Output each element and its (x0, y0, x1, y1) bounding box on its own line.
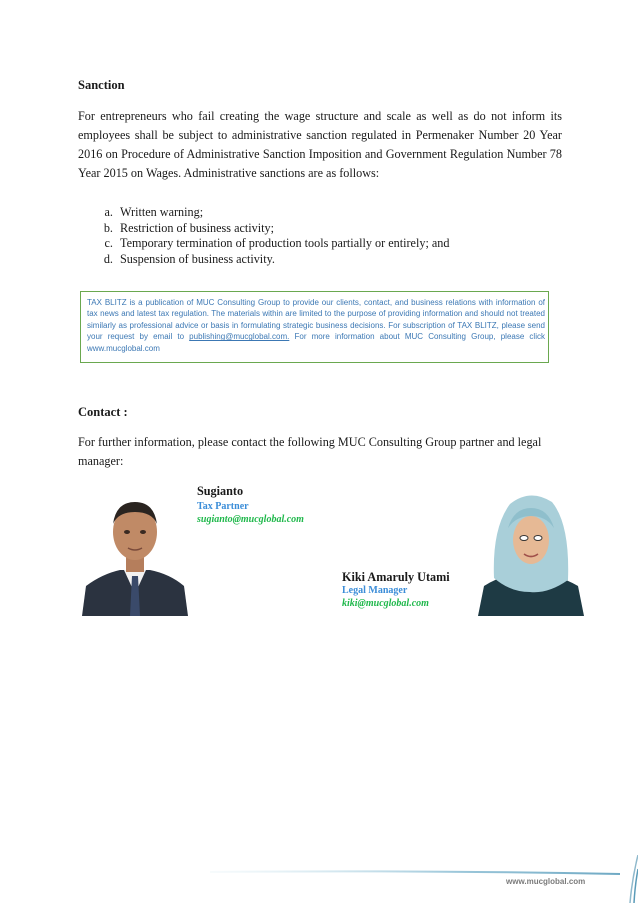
contact-heading: Contact : (78, 405, 128, 419)
sanction-item: b. Restriction of business activity; (116, 221, 586, 237)
contact-role-kiki: Legal Manager (342, 585, 408, 596)
contact-name-sugianto: Sugianto (197, 484, 244, 498)
sanction-item: a. Written warning; (116, 205, 586, 221)
sanction-list (78, 205, 586, 267)
contact-email-sugianto[interactable]: sugianto@mucglobal.com (197, 514, 304, 525)
publishing-email-link[interactable]: publishing@mucglobal.com. (189, 332, 290, 342)
sanction-paragraph: For entrepreneurs who fail creating the wage structure and scale as well as do not inform its employees shall be subject to administrative sanction regulated in Permenaker Number 20 Year 2016 on Procedure of Administrative Sanction Imposition and Government Regulation Number 78 Year 2015 on Wages. Administrative sanctions are as follows: (78, 109, 562, 180)
publication-notice-box (80, 291, 549, 363)
notice-text: TAX BLITZ is a publication of MUC Consulting Group to provide our clients, contact, and business relations with information of tax news and latest tax regulation. The materials within are limited to the purpose of providing information and should not treated similarly as professional advice or basis in formulating strategic business decisions. For subscription of TAX BLITZ, please send your request by email to (87, 298, 545, 342)
footer-corner-stripes (628, 855, 638, 903)
sanction-item: c. Temporary termination of production tools partially or entirely; and (116, 236, 586, 252)
sanction-heading: Sanction (78, 78, 125, 92)
contact-role-sugianto: Tax Partner (197, 501, 249, 512)
sanction-item: d. Suspension of business activity. (116, 252, 586, 268)
contact-paragraph: For further information, please contact the following MUC Consulting Group partner and legal manager: (78, 435, 542, 468)
footer-website-url: www.mucglobal.com (506, 877, 586, 886)
sugianto-photo (82, 490, 188, 616)
contact-name-kiki: Kiki Amaruly Utami (342, 570, 450, 584)
notice-text-end: For more information about MUC Consulting Group, please click www.mucglobal.com (87, 332, 545, 353)
contact-email-kiki[interactable]: kiki@mucglobal.com (342, 598, 429, 609)
kiki-photo (478, 488, 584, 616)
